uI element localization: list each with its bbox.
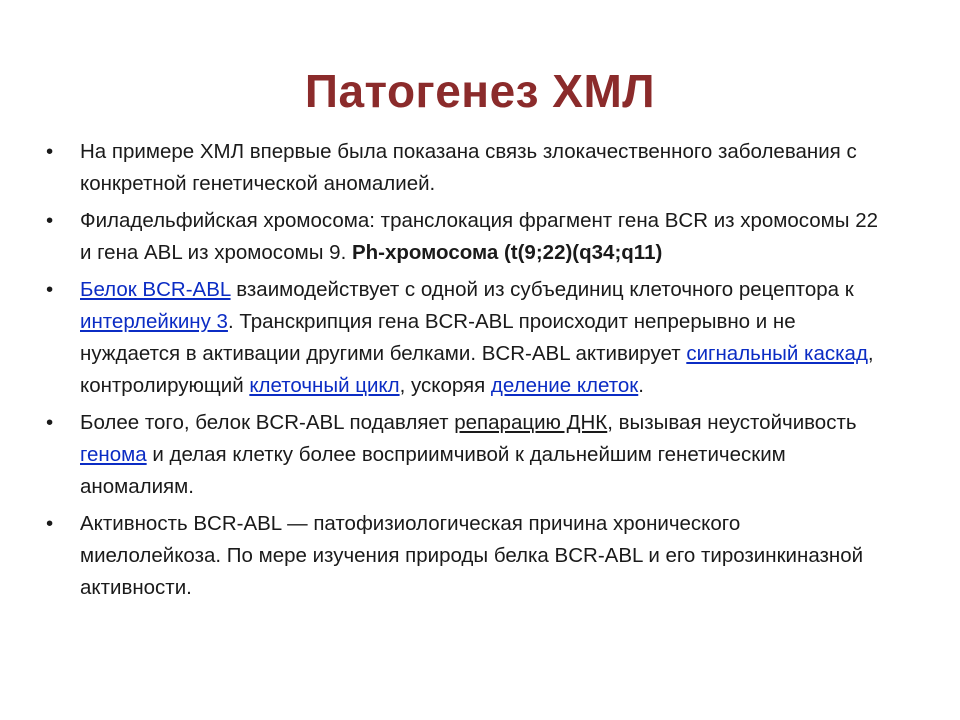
bullet-bold-text: Ph-хромосома (t(9;22)(q34;q11) bbox=[351, 241, 663, 264]
bullet-item-2 bbox=[46, 205, 886, 269]
link-signaling-cascade[interactable]: сигнальный каскад bbox=[686, 342, 868, 365]
bullet-dot: • bbox=[46, 140, 54, 163]
bullet-item-5 bbox=[46, 508, 886, 604]
bullet-text: , ускоряя bbox=[399, 374, 491, 397]
bullet-item-1 bbox=[46, 136, 886, 200]
bullet-text: Филадельфийская хромосома: транслокация фрагмент гена BCR из хромосомы 22 и гена ABL из хромосомы 9. bbox=[80, 209, 879, 264]
bullet-text: , контролирующий bbox=[80, 342, 874, 397]
bullet-item-4 bbox=[46, 407, 886, 503]
link-cell-cycle[interactable]: клеточный цикл bbox=[249, 374, 400, 397]
bullet-text: Более того, белок BCR-ABL подавляет bbox=[80, 411, 455, 434]
bullet-item-3 bbox=[46, 274, 886, 402]
link-genome[interactable]: генома bbox=[80, 443, 147, 466]
bullet-dot: • bbox=[46, 512, 54, 535]
bullet-dot: • bbox=[46, 411, 54, 434]
bullet-text: Активность BCR-ABL — патофизиологическая причина хронического миелолейкоза. По мере изучения природы белка BCR-ABL и его тирозинкиназной активности. bbox=[80, 512, 864, 599]
link-bcr-abl-protein[interactable]: Белок BCR-ABL bbox=[80, 278, 231, 301]
bullet-list bbox=[46, 136, 886, 609]
bullet-text: На примере ХМЛ впервые была показана связь злокачественного заболевания с конкретной генетической аномалией. bbox=[80, 140, 857, 195]
bullet-dot: • bbox=[46, 209, 54, 232]
bullet-text: взаимодействует с одной из субъединиц клеточного рецептора к bbox=[230, 278, 854, 301]
bullet-text: и делая клетку более восприимчивой к дальнейшим генетическим аномалиям. bbox=[80, 443, 786, 498]
bullet-dot: • bbox=[46, 278, 54, 301]
bullet-text: . bbox=[638, 374, 644, 397]
slide-title: Патогенез ХМЛ bbox=[304, 65, 656, 117]
bullet-text: , вызывая неустойчивость bbox=[607, 411, 857, 434]
link-interleukin-3[interactable]: интерлейкину 3 bbox=[80, 310, 228, 333]
dna-repair-link-text[interactable]: репарацию ДНК bbox=[454, 411, 608, 434]
bullet-text: . Транскрипция гена BCR-ABL происходит непрерывно и не нуждается в активации другими белками. BCR-ABL активирует bbox=[80, 310, 796, 365]
link-cell-division[interactable]: деление клеток bbox=[490, 374, 639, 397]
